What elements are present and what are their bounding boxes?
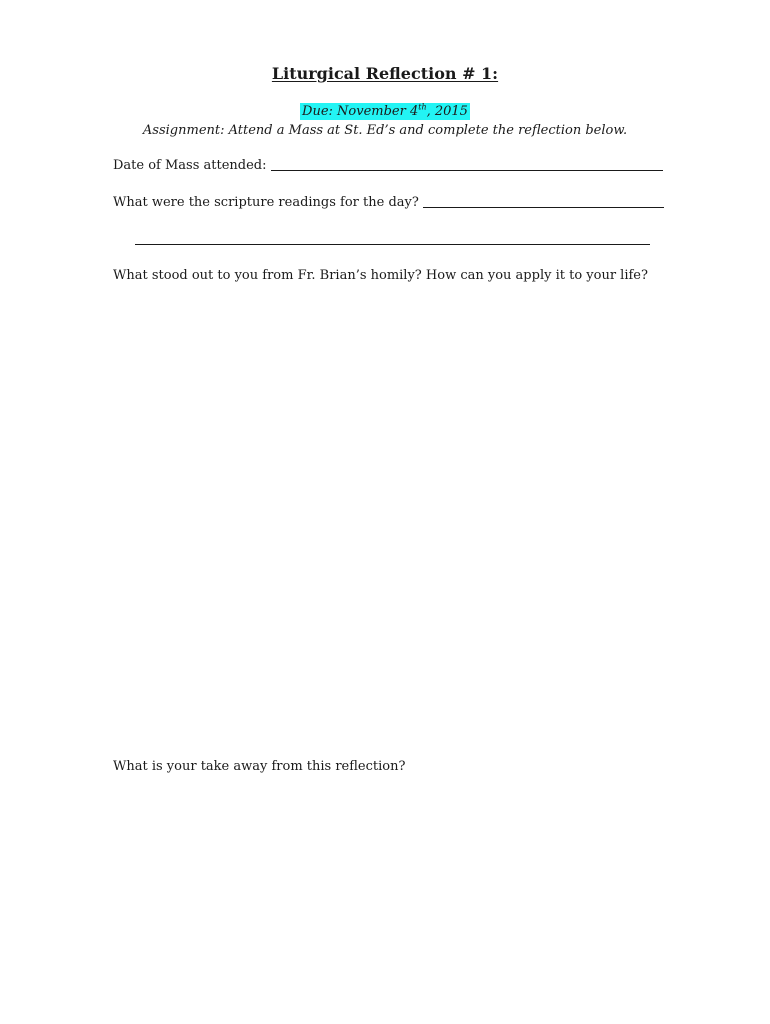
homily-question: What stood out to you from Fr. Brian’s homily? How can you apply it to your life?: [113, 268, 648, 283]
due-date-prefix: Due: November 4: [302, 104, 419, 119]
due-date-superscript: th: [418, 102, 427, 112]
date-of-mass-blank[interactable]: [271, 158, 663, 171]
due-date-highlight: [300, 103, 470, 120]
due-date-line: [0, 104, 770, 119]
page-title: Liturgical Reflection # 1:: [271, 64, 499, 83]
date-of-mass-row: [113, 158, 663, 173]
scripture-readings-blank[interactable]: [423, 195, 664, 208]
scripture-readings-continuation-blank[interactable]: [135, 244, 650, 245]
scripture-readings-label: What were the scripture readings for the day?: [113, 195, 419, 210]
due-date-suffix: , 2015: [426, 104, 468, 119]
date-of-mass-label: Date of Mass attended:: [113, 158, 267, 173]
scripture-readings-row: [113, 195, 664, 210]
takeaway-question: What is your take away from this reflection?: [113, 759, 406, 774]
assignment-instructions: Assignment: Attend a Mass at St. Ed’s and complete the reflection below.: [142, 123, 628, 138]
